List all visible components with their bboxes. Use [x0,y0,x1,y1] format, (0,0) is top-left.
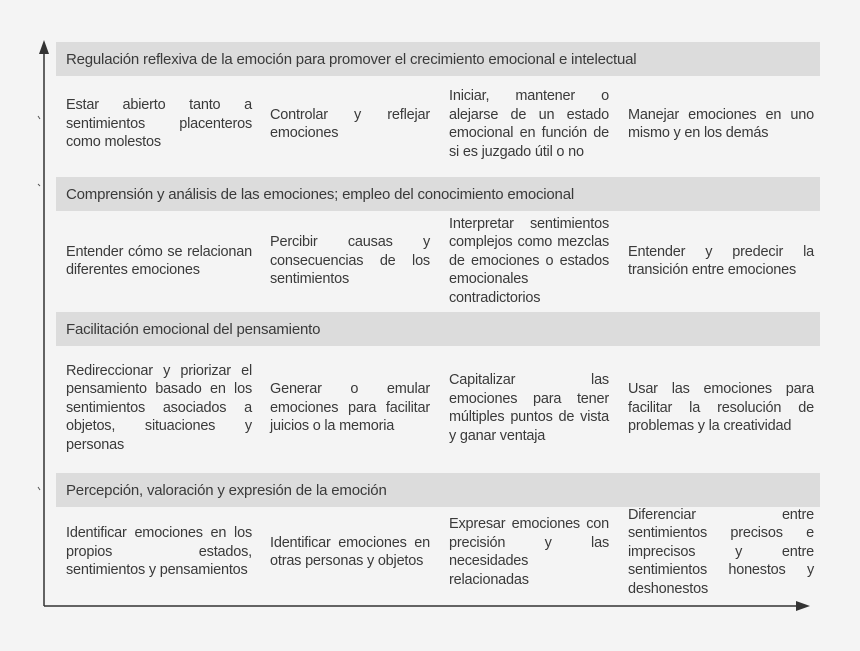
skill-cell: Identificar emociones en otras personas y objetos [270,534,430,569]
skill-cell: Controlar y reflejar emociones [270,106,430,141]
y-axis-arrow-icon [39,40,49,54]
section-row-percepcion [56,506,820,597]
skill-cell: Entender y predecir la transición entre emociones [628,243,814,278]
skill-cell: Entender cómo se relacionan diferentes emociones [66,243,252,278]
skill-cell: Iniciar, mantener o alejarse de un estado emocional en función de si es juzgado útil o no [449,88,609,160]
axis-tick [38,116,40,119]
skill-cell: Identificar emociones en los propios estados, sentimientos y pensamientos [66,525,252,579]
x-axis-arrow-icon [796,601,810,611]
skill-cell: Redireccionar y priorizar el pensamiento basado en los sentimientos asociados a objetos, situaciones y personas [66,362,252,453]
skill-cell: Expresar emociones con precisión y las necesidades relacionadas [449,516,609,588]
skill-cell: Manejar emociones en uno mismo y en los demás [628,106,814,141]
skill-cell: Estar abierto tanto a sentimientos placenteros como molestos [66,97,252,151]
skill-cell: Capitalizar las emociones para tener múltiples puntos de vista y ganar ventaja [449,372,609,444]
section-row-regulacion [56,80,820,168]
axis-tick [38,184,40,186]
skill-cell: Percibir causas y consecuencias de los sentimientos [270,234,430,288]
section-row-facilitacion [56,352,820,464]
section-header-comprension: Comprensión y análisis de las emociones; empleo del conocimiento emocional [56,177,820,211]
skill-cell: Diferenciar entre sentimientos precisos e imprecisos y entre sentimientos honestos y deshonestos [628,506,814,597]
skill-cell: Generar o emular emociones para facilitar juicios o la memoria [270,381,430,435]
skill-cell: Usar las emociones para facilitar la resolución de problemas y la creatividad [628,381,814,435]
section-header-percepcion: Percepción, valoración y expresión de la emoción [56,473,820,507]
section-header-facilitacion: Facilitación emocional del pensamiento [56,312,820,346]
section-row-comprension [56,208,820,314]
skill-cell: Interpretar sentimientos complejos como mezclas de emociones o estados emocionales contradictorios [449,215,609,306]
section-header-regulacion: Regulación reflexiva de la emoción para promover el crecimiento emocional e intelectual [56,42,820,76]
axis-tick [38,487,40,490]
